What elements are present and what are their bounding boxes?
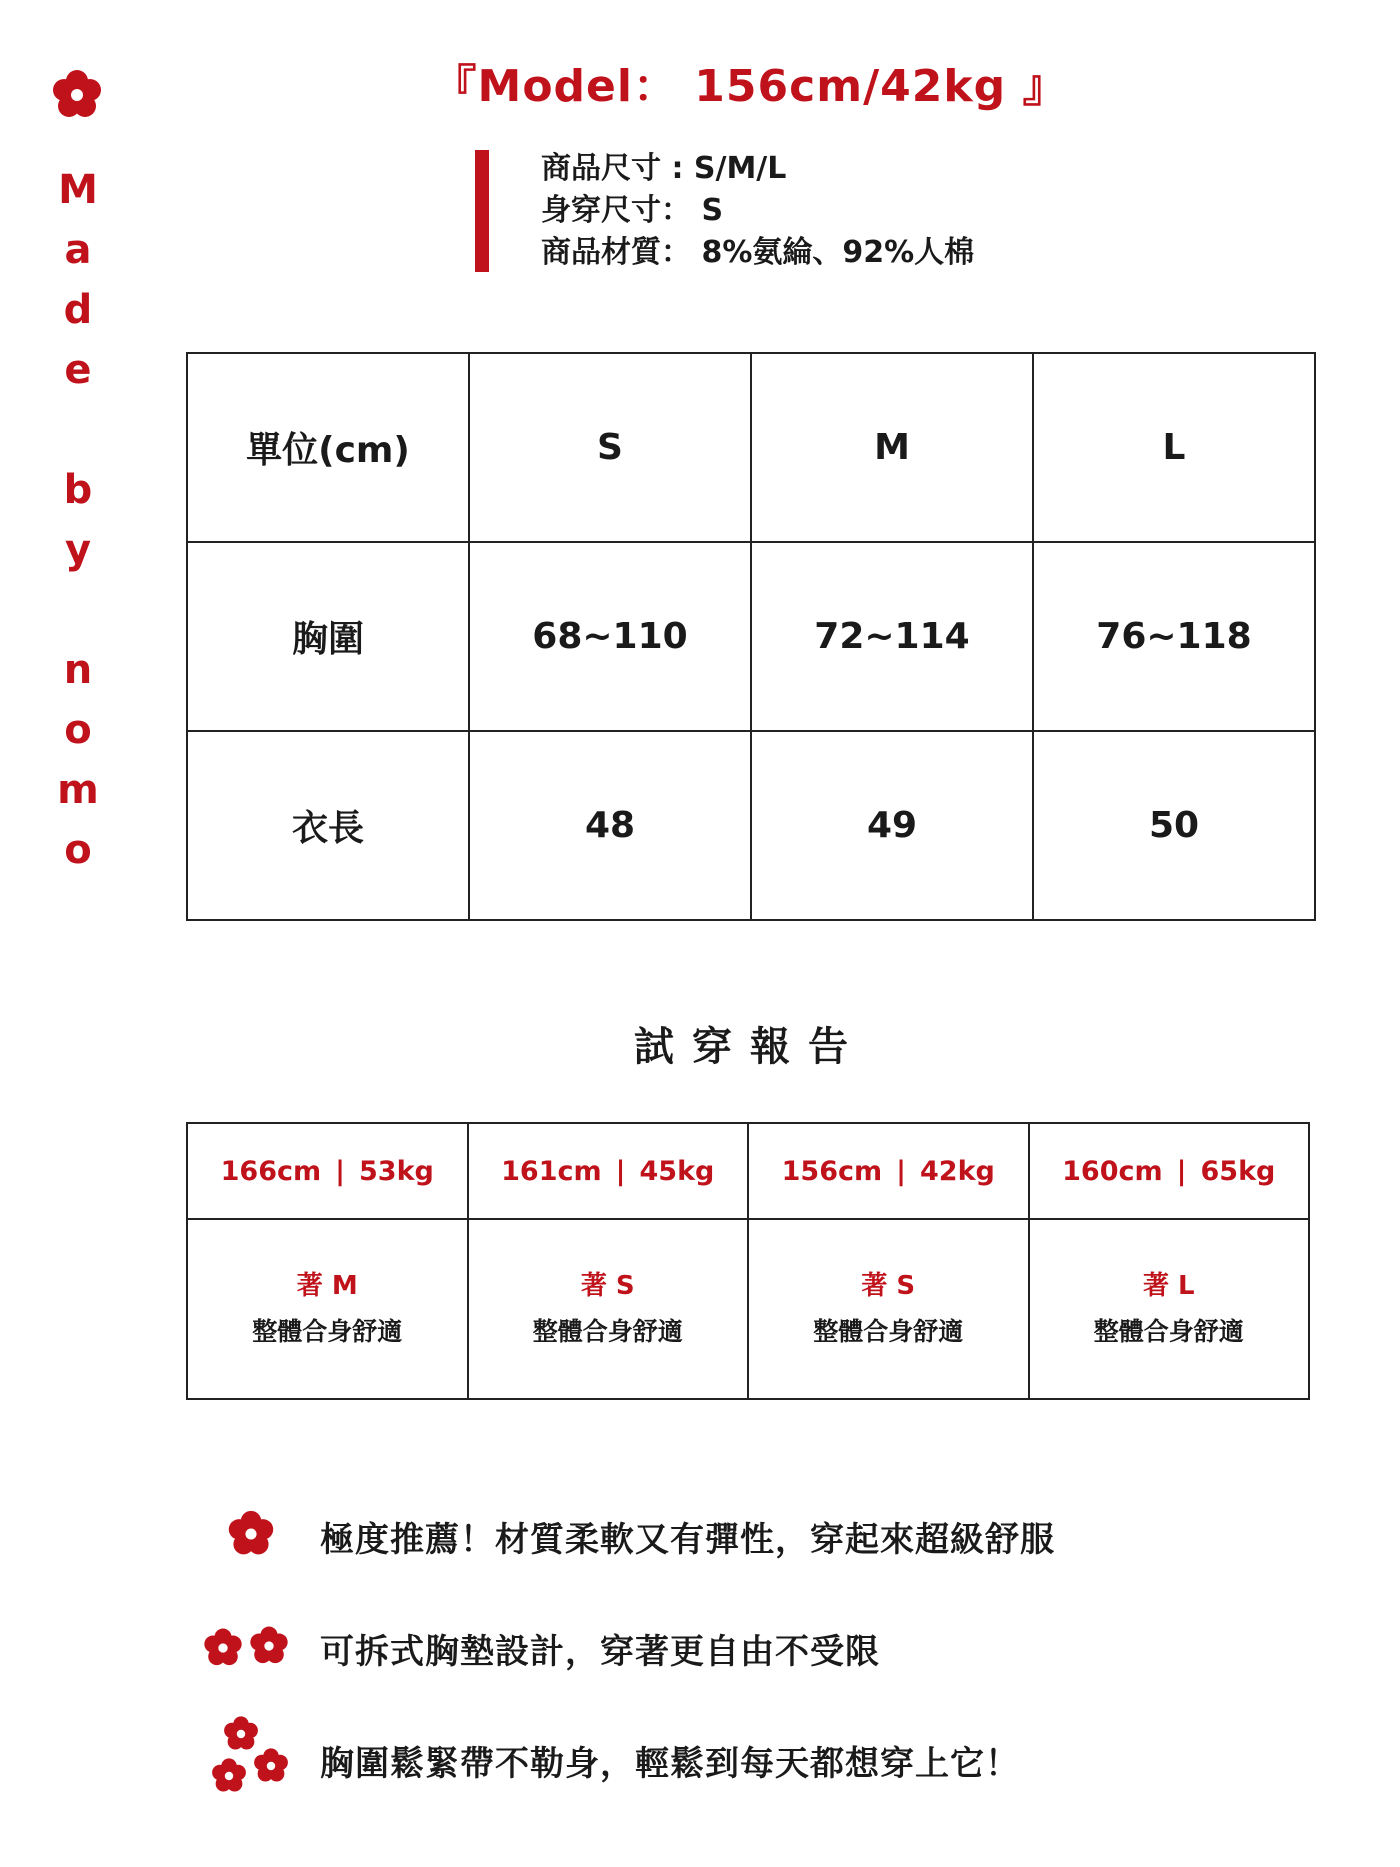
tester-height: 160cm [1062, 1155, 1163, 1187]
note-text: 可拆式胸墊設計，穿著更自由不受限 [320, 1631, 880, 1672]
tester-result-cell [187, 1219, 468, 1399]
table-cell: 76~118 [1033, 542, 1315, 731]
table-header-row [187, 353, 1315, 542]
tester-result-cell [468, 1219, 749, 1399]
spec-block [475, 150, 974, 272]
separator: | [1176, 1155, 1187, 1187]
brand-letter: m [57, 767, 99, 813]
header-cell-l: L [1033, 353, 1315, 542]
fit-report-title: 試穿報告 [634, 1024, 866, 1070]
separator: | [615, 1155, 626, 1187]
separator: | [896, 1155, 906, 1187]
note-text: 胸圍鬆緊帶不勒身，輕鬆到每天都想穿上它！ [320, 1743, 1020, 1784]
note-text: 極度推薦！材質柔軟又有彈性，穿起來超級舒服 [320, 1519, 1055, 1560]
separator: | [335, 1155, 345, 1187]
tester-stats-cell [1029, 1123, 1310, 1219]
table-cell: 48 [469, 731, 751, 920]
note-item [200, 1592, 1300, 1704]
brand-letter: n [63, 647, 93, 693]
table-cell: 68~110 [469, 542, 751, 731]
tester-height: 166cm [220, 1155, 322, 1187]
tester-size: 著 S [861, 1271, 916, 1301]
brand-letter: a [64, 227, 92, 273]
table-cell: 50 [1033, 731, 1315, 920]
tester-comment: 整體合身舒適 [252, 1317, 403, 1346]
header-cell-unit: 單位(cm) [187, 353, 469, 542]
tester-weight: 42kg [920, 1155, 995, 1187]
note-item [200, 1480, 1300, 1592]
model-title: 『Model： 156cm/42kg 』 [432, 61, 1068, 112]
tester-stats-cell [748, 1123, 1029, 1219]
tester-size: 著 M [296, 1271, 358, 1301]
feature-notes [200, 1480, 1300, 1816]
flower-icon [200, 1491, 320, 1581]
tester-comment: 整體合身舒適 [532, 1317, 683, 1346]
table-cell: 49 [751, 731, 1033, 920]
tester-result-cell [1029, 1219, 1310, 1399]
brand-letter: y [64, 527, 92, 573]
product-size-line: 商品尺寸 : S/M/L [541, 151, 787, 186]
three-flowers-icon [200, 1715, 320, 1805]
brand-letter: o [64, 827, 92, 873]
tester-stats-cell [187, 1123, 468, 1219]
tester-weight: 65kg [1200, 1155, 1276, 1187]
tester-size: 著 L [1142, 1271, 1195, 1301]
tester-stats-row [187, 1123, 1309, 1219]
table-cell: 72~114 [751, 542, 1033, 731]
fit-report-table [186, 1122, 1310, 1400]
header-cell-s: S [469, 353, 751, 542]
brand-letter: b [63, 467, 93, 513]
worn-size-line: 身穿尺寸： S [541, 193, 724, 228]
brand-letter: d [63, 287, 93, 333]
tester-weight: 45kg [639, 1155, 715, 1187]
size-table [186, 352, 1316, 921]
tester-height: 161cm [501, 1155, 602, 1187]
brand-letter: o [64, 707, 92, 753]
table-row [187, 731, 1315, 920]
tester-result-cell [748, 1219, 1029, 1399]
row-label: 衣長 [187, 731, 469, 920]
brand-letter: M [58, 167, 98, 213]
two-flowers-icon [200, 1603, 320, 1693]
table-row [187, 542, 1315, 731]
brand-vertical-text [48, 160, 108, 880]
tester-weight: 53kg [359, 1155, 434, 1187]
header-cell-m: M [751, 353, 1033, 542]
tester-stats-cell [468, 1123, 749, 1219]
tester-result-row [187, 1219, 1309, 1399]
tester-size: 著 S [580, 1271, 635, 1301]
row-label: 胸圍 [187, 542, 469, 731]
tester-comment: 整體合身舒適 [813, 1317, 964, 1346]
material-line: 商品材質： 8%氨綸、92%人棉 [541, 235, 975, 270]
tester-height: 156cm [781, 1155, 883, 1187]
note-item [200, 1704, 1300, 1816]
brand-letter: e [64, 347, 92, 393]
tester-comment: 整體合身舒適 [1093, 1317, 1244, 1346]
